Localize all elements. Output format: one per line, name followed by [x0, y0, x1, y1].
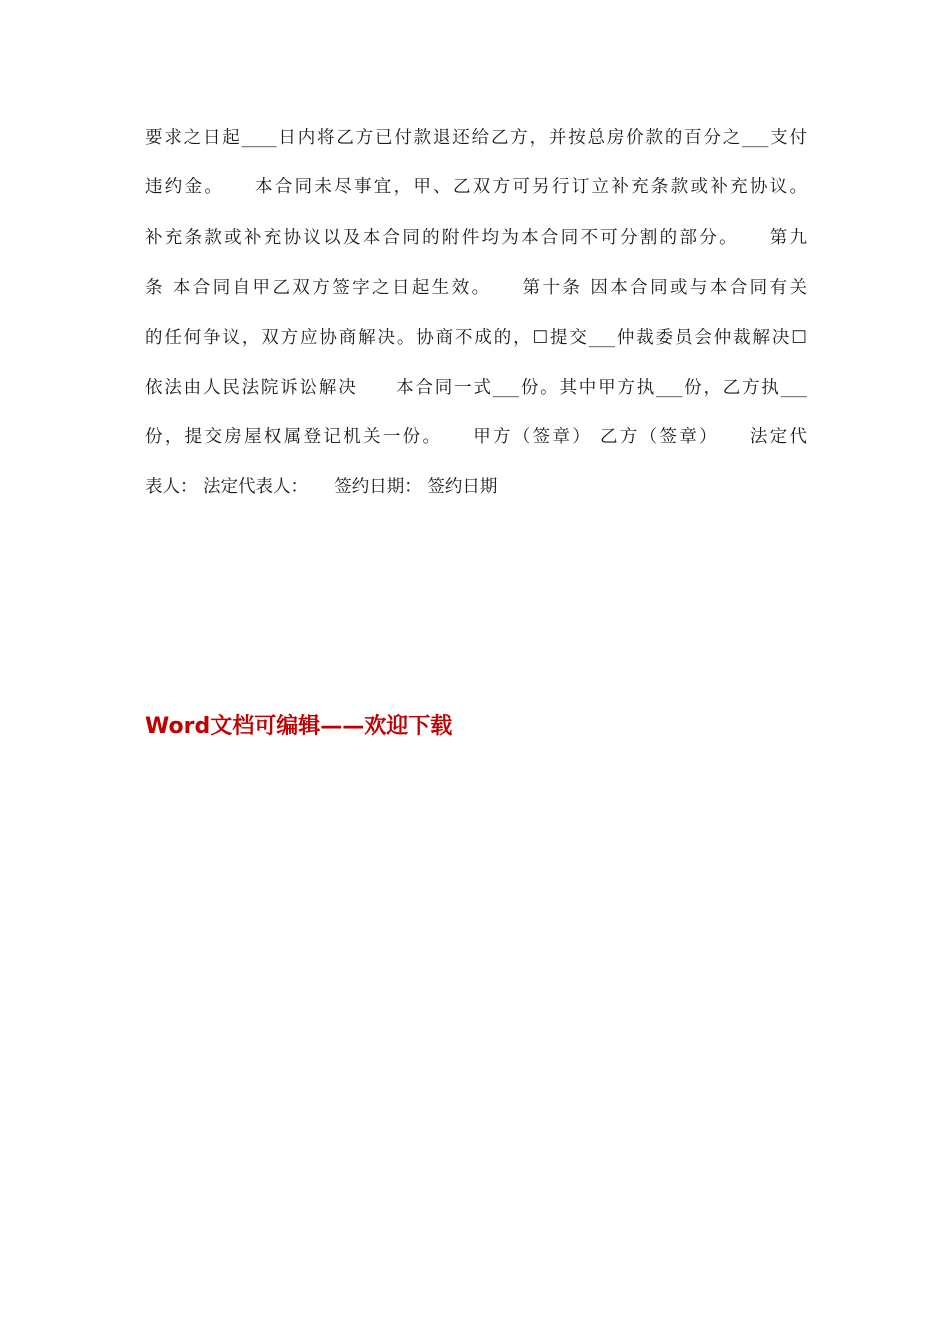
body-text-line: 依法由人民法院诉讼解决 本合同一式___份。其中甲方执___份，乙方执___: [145, 378, 807, 398]
editable-notice: Word文档可编辑——欢迎下载: [145, 714, 453, 739]
body-text-line: 条 本合同自甲乙双方签字之日起生效。 第十条 因本合同或与本合同有关: [145, 278, 807, 298]
body-text-line: 要求之日起____日内将乙方已付款退还给乙方，并按总房价款的百分之___支付: [145, 128, 807, 148]
body-text-line: 表人： 法定代表人： 签约日期： 签约日期: [145, 477, 498, 497]
body-text-line: 份，提交房屋权属登记机关一份。 甲方（签章） 乙方（签章） 法定代: [145, 427, 807, 447]
body-text-line: 补充条款或补充协议以及本合同的附件均为本合同不可分割的部分。 第九: [145, 228, 807, 248]
body-text-line: 违约金。 本合同未尽事宜，甲、乙双方可另行订立补充条款或补充协议。: [145, 177, 807, 197]
body-text-line: 的任何争议，双方应协商解决。协商不成的，☐提交___仲裁委员会仲裁解决☐: [145, 328, 807, 348]
